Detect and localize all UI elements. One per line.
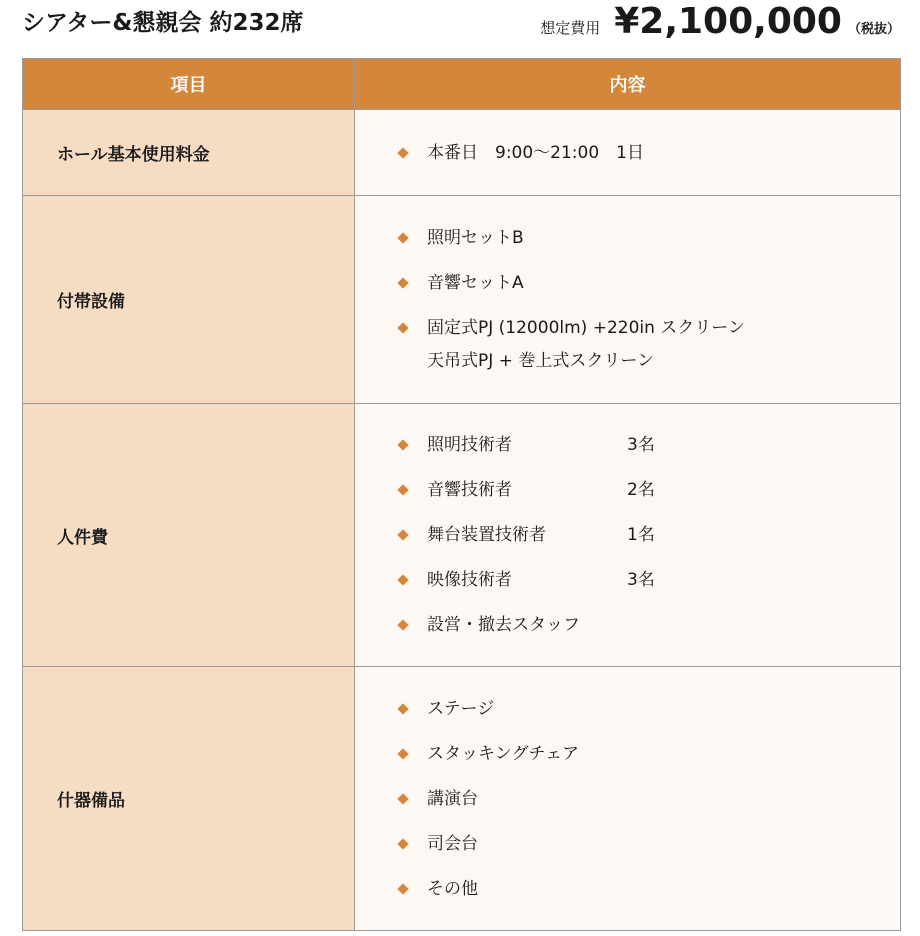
- diamond-bullet-icon: [397, 529, 408, 540]
- table-row: [23, 404, 901, 667]
- column-header-item: 項目: [23, 59, 355, 110]
- page-title: シアター&懇親会 約232席: [22, 10, 304, 36]
- table-row: [23, 196, 901, 404]
- row-content: [355, 667, 901, 931]
- row-item-label: 付帯設備: [23, 196, 355, 404]
- diamond-bullet-icon: [397, 439, 408, 450]
- cost-breakdown-table: [22, 58, 901, 931]
- diamond-bullet-icon: [397, 619, 408, 630]
- list-item: 舞台装置技術者 1名: [399, 524, 900, 546]
- list-item: ステージ: [399, 698, 900, 720]
- row-content: [355, 404, 901, 667]
- estimated-cost: [540, 0, 900, 44]
- column-header-content: 内容: [355, 59, 901, 110]
- cost-label: 想定費用: [540, 19, 601, 37]
- diamond-bullet-icon: [397, 574, 408, 585]
- list-item: 照明セットB: [399, 227, 900, 249]
- list-item: 講演台: [399, 788, 900, 810]
- diamond-bullet-icon: [397, 277, 408, 288]
- list-item: 設営・撤去スタッフ: [399, 614, 900, 636]
- diamond-bullet-icon: [397, 838, 408, 849]
- diamond-bullet-icon: [397, 748, 408, 759]
- header: [22, 0, 900, 52]
- list-item: その他: [399, 878, 900, 900]
- diamond-bullet-icon: [397, 703, 408, 714]
- diamond-bullet-icon: [397, 883, 408, 894]
- row-item-label: ホール基本使用料金: [23, 110, 355, 196]
- diamond-bullet-icon: [397, 793, 408, 804]
- list-item: 固定式PJ (12000lm) +220in スクリーン 天吊式PJ + 巻上式スクリーン: [399, 317, 900, 372]
- row-item-label: 人件費: [23, 404, 355, 667]
- list-item: 本番日 9:00〜21:00 1日: [399, 142, 900, 164]
- list-item: 司会台: [399, 833, 900, 855]
- list-item: 音響技術者 2名: [399, 479, 900, 501]
- list-item: 照明技術者 3名: [399, 434, 900, 456]
- cost-tax-note: （税抜）: [847, 22, 900, 37]
- row-item-label: 什器備品: [23, 667, 355, 931]
- cost-amount: ¥2,100,000: [614, 1, 842, 42]
- table-row: [23, 110, 901, 196]
- diamond-bullet-icon: [397, 147, 408, 158]
- row-content: [355, 110, 901, 196]
- list-item: スタッキングチェア: [399, 743, 900, 765]
- diamond-bullet-icon: [397, 232, 408, 243]
- row-content: [355, 196, 901, 404]
- diamond-bullet-icon: [397, 484, 408, 495]
- diamond-bullet-icon: [397, 322, 408, 333]
- table-header-row: [23, 59, 901, 110]
- table-row: [23, 667, 901, 931]
- list-item: 音響セットA: [399, 272, 900, 294]
- list-item: 映像技術者 3名: [399, 569, 900, 591]
